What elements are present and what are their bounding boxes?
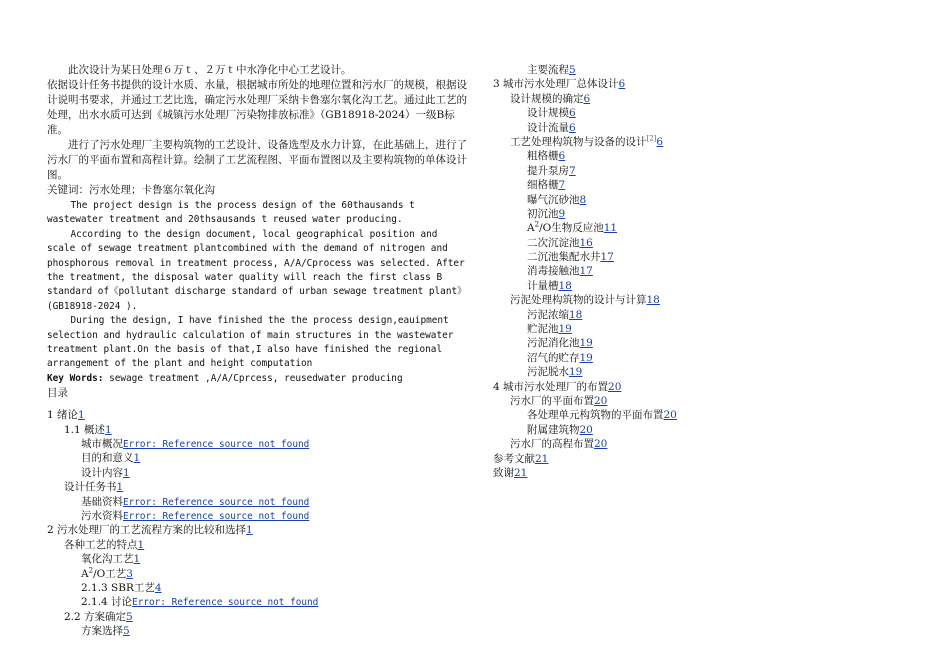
toc-entry <box>47 552 467 566</box>
toc-page-link[interactable]: 6 <box>569 121 576 134</box>
toc-entry-title: 4 城市污水处理厂的布置 <box>493 380 609 393</box>
superscript: 2 <box>534 220 540 229</box>
toc-entry <box>493 63 923 77</box>
toc-entry <box>493 121 923 135</box>
toc-entry <box>493 164 923 178</box>
toc-entry-title: 方案选择 <box>81 625 123 638</box>
keywords-label: Key Words: <box>47 372 104 384</box>
toc-page-link[interactable]: 3 <box>126 567 133 580</box>
toc-page-link[interactable]: 20 <box>579 423 593 436</box>
toc-entry <box>47 466 467 480</box>
toc-entry <box>493 279 923 293</box>
toc-page-link[interactable]: 18 <box>646 294 660 307</box>
toc-entry <box>47 624 467 638</box>
toc-entry <box>493 250 923 264</box>
toc-entry <box>493 77 923 91</box>
toc-entry-title: 曝气沉砂池 <box>527 193 580 206</box>
toc-page-link[interactable]: 1 <box>137 538 145 551</box>
toc-page-link[interactable]: 5 <box>123 625 130 638</box>
toc-page-link[interactable]: 6 <box>583 92 591 105</box>
toc-entry-title-rest: /O工艺 <box>93 567 127 580</box>
toc-entry <box>47 581 467 595</box>
toc-page-link[interactable]: 7 <box>569 164 576 177</box>
toc-page-link[interactable]: 19 <box>558 323 572 336</box>
toc-entry-title: 设计内容 <box>81 466 123 479</box>
toc-entry <box>47 437 467 451</box>
toc-entry <box>47 567 467 581</box>
citation-marker: [2] <box>646 134 657 143</box>
toc-entry-title: A <box>81 567 89 580</box>
toc-entry <box>493 236 923 250</box>
toc-entry <box>47 423 467 437</box>
toc-page-link[interactable]: 6 <box>569 107 576 120</box>
toc-entry <box>47 538 467 552</box>
abstract-cn-paragraph-1: 此次设计为某日处理６万ｔ、２万ｔ中水净化中心工艺设计。 <box>68 64 352 76</box>
toc-entry-title: 设计规模的确定 <box>510 92 584 105</box>
toc-entry <box>493 336 923 350</box>
abstract-en-paragraph-2: According to the design document, local geographical position and scale of sewage treatment plantcombined with the demand of nitrogen and phosphorous removal in treatment process, A/A/Cprocess was selected. After the treatment, the disposal water quality will reach the first class B standard of《pollutant discharge standard of urban sewage treatment plant》(GB18918-2024 ). <box>47 228 467 312</box>
broken-reference-link[interactable]: Error: Reference source not found <box>123 496 310 508</box>
toc-entry-title: 氧化沟工艺 <box>81 553 134 566</box>
toc-entry-title: 附属建筑物 <box>527 423 580 436</box>
toc-entry <box>493 264 923 278</box>
left-column <box>47 63 467 639</box>
toc-entry-title: 2.1.3 SBR工艺 <box>81 581 155 594</box>
abstract-cn-keywords: 关键词：污水处理；卡鲁塞尔氧化沟 <box>47 184 215 196</box>
toc-entry-title: 沼气的贮存 <box>527 351 580 364</box>
toc-page-link[interactable]: 20 <box>608 380 622 393</box>
toc-entry-title: A <box>527 222 535 235</box>
toc-page-link[interactable]: 11 <box>603 222 618 235</box>
keywords-text: sewage treatment ,A/A/Cprcess, reusedwater producing <box>103 372 403 384</box>
toc-entry <box>47 408 467 422</box>
toc-entry-title-rest: /O生物反应池 <box>539 222 604 235</box>
toc-entry-title: 消毒接触池 <box>527 265 580 278</box>
toc-entry-title: 1 绪论 <box>47 409 79 422</box>
toc-entry-title: 贮泥池 <box>527 323 559 336</box>
right-column <box>493 63 923 480</box>
toc-entry-title: 设计任务书 <box>64 481 117 494</box>
superscript: 2 <box>88 566 94 575</box>
toc-entry <box>493 423 923 437</box>
toc-entry-title: 2.1.4 讨论 <box>81 596 133 609</box>
toc-entry <box>47 509 467 523</box>
toc-entry-title: 细格栅 <box>527 179 559 192</box>
toc-entry <box>47 451 467 465</box>
toc-list-left <box>47 408 467 638</box>
toc-entry <box>493 221 923 235</box>
toc-page-link[interactable]: 5 <box>126 610 133 623</box>
toc-page-link[interactable]: 5 <box>569 64 576 76</box>
toc-entry-title: 粗格栅 <box>527 150 559 163</box>
toc-page-link[interactable]: 6 <box>656 135 664 148</box>
toc-entry-title: 设计规模 <box>527 107 569 120</box>
toc-page-link[interactable]: 19 <box>579 351 593 364</box>
toc-page-link[interactable]: 20 <box>663 409 677 422</box>
toc-entry-title: 二沉池集配水井 <box>527 251 601 264</box>
abstract-en-paragraph-3: During the design, I have finished the the process design,eauipment selection and hydraulic calculation of main structures in the wastewater treatment plant.On the basis of that,I also have finished the regional arrangement of the plant and height computation <box>47 315 454 370</box>
toc-page-link[interactable]: 8 <box>579 193 587 206</box>
toc-entry <box>493 365 923 379</box>
toc-entry-title: 主要流程 <box>527 64 569 76</box>
toc-entry-title: 各种工艺的特点 <box>64 538 138 551</box>
toc-entry-title: 污水厂的高程布置 <box>510 438 594 451</box>
toc-entry <box>493 437 923 451</box>
chinese-abstract <box>47 63 467 198</box>
toc-entry <box>493 452 923 466</box>
toc-entry-title: 设计流量 <box>527 121 569 134</box>
toc-entry-title: 污泥脱水 <box>527 366 569 379</box>
toc-entry <box>47 523 467 537</box>
toc-entry <box>493 322 923 336</box>
toc-page-link[interactable]: 17 <box>600 251 614 264</box>
abstract-cn-paragraph-2: 依据设计任务书提供的设计水质、水量，根据城市所处的地理位置和污水厂的规模，根据设计说明书要求，并通过工艺比选，确定污水处理厂采纳卡鲁塞尔氧化沟工艺。通过此工艺的处理，出水水质可达到《城镇污水处理厂污染物排放标准》（GB18918-2024）一级B标准。 <box>47 79 467 136</box>
toc-page-link[interactable]: 19 <box>579 337 593 350</box>
english-keywords <box>47 372 467 386</box>
toc-page-link[interactable]: 21 <box>535 452 549 465</box>
toc-entry-title: 1.1 概述 <box>64 423 106 436</box>
toc-page-link[interactable]: 18 <box>558 279 572 292</box>
broken-reference-link[interactable]: Error: Reference source not found <box>132 597 319 609</box>
toc-entry <box>493 380 923 394</box>
toc-page-link[interactable]: 7 <box>558 179 566 192</box>
broken-reference-link[interactable]: Error: Reference source not found <box>123 439 310 451</box>
toc-entry <box>493 408 923 422</box>
toc-entry-title: 工艺处理构筑物与设备的设计 <box>510 135 647 148</box>
abstract-cn-paragraph-3: 进行了污水处理厂主要构筑物的工艺设计、设备选型及水力计算，在此基础上，进行了污水厂的平面布置和高程计算。绘制了工艺流程图、平面布置图以及主要构筑物的单体设计图。 <box>47 139 467 181</box>
toc-entry-title: 各处理单元构筑物的平面布置 <box>527 409 664 422</box>
toc-page-link[interactable]: 6 <box>558 150 566 163</box>
abstract-en-paragraph-1: The project design is the process design of the 60thausands t wastewater treatment and 20thsausands t reused water producing. <box>47 200 415 226</box>
toc-entry-title: 城市概况 <box>81 438 123 451</box>
toc-title: 目录 <box>47 386 68 399</box>
toc-entry <box>493 466 923 480</box>
toc-page-link[interactable]: 17 <box>579 265 593 278</box>
toc-page-link[interactable]: 19 <box>569 366 583 379</box>
toc-entry <box>47 495 467 509</box>
toc-entry-title: 2 污水处理厂的工艺流程方案的比较和选择 <box>47 524 247 537</box>
toc-entry <box>493 193 923 207</box>
toc-page-link[interactable]: 21 <box>514 466 528 479</box>
toc-page-link[interactable]: 1 <box>133 553 141 566</box>
toc-entry-title: 计量槽 <box>527 279 559 292</box>
toc-entry-title: 二次沉淀池 <box>527 236 580 249</box>
toc-entry-title: 致谢 <box>493 466 514 479</box>
toc-entry-title: 目的和意义 <box>81 452 134 465</box>
toc-entry-title: 污水厂的平面布置 <box>510 394 594 407</box>
toc-entry <box>493 394 923 408</box>
toc-page-link[interactable]: 1 <box>116 481 124 494</box>
toc-entry-title: 初沉池 <box>527 207 559 220</box>
toc-page-link[interactable]: 1 <box>246 524 253 537</box>
english-abstract <box>47 199 467 372</box>
toc-page-link[interactable]: 1 <box>133 452 141 465</box>
toc-entry <box>47 595 467 609</box>
toc-entry-title: 污泥浓缩 <box>527 308 569 321</box>
toc-page-link[interactable]: 1 <box>123 466 130 479</box>
toc-entry-title: 基础资料 <box>81 495 123 508</box>
toc-entry <box>493 207 923 221</box>
toc-entry <box>493 92 923 106</box>
toc-entry <box>493 149 923 163</box>
toc-page-link[interactable]: 18 <box>569 308 583 321</box>
toc-page-link[interactable]: 20 <box>594 394 608 407</box>
toc-entry <box>493 308 923 322</box>
toc-entry-title: 污泥消化池 <box>527 337 580 350</box>
toc-entry-title: 提升泵房 <box>527 164 569 177</box>
toc-entry-title: 2.2 方案确定 <box>64 610 127 623</box>
broken-reference-link[interactable]: Error: Reference source not found <box>123 511 310 522</box>
toc-entry <box>493 135 923 149</box>
toc-entry <box>47 610 467 624</box>
toc-page-link[interactable]: 6 <box>618 78 626 91</box>
toc-entry-title: 污泥处理构筑物的设计与计算 <box>510 294 647 307</box>
toc-entry <box>493 351 923 365</box>
toc-entry-title: 污水资料 <box>81 510 123 522</box>
toc-entry <box>493 106 923 120</box>
toc-page-link[interactable]: 4 <box>154 581 162 594</box>
toc-entry-title: 参考文献 <box>493 452 535 465</box>
toc-entry <box>47 480 467 494</box>
toc-page-link[interactable]: 16 <box>579 236 593 249</box>
toc-page-link[interactable]: 20 <box>594 438 608 451</box>
toc-page-link[interactable]: 1 <box>105 423 112 436</box>
toc-entry-title: 3 城市污水处理厂总体设计 <box>493 78 619 91</box>
toc-entry <box>493 293 923 307</box>
toc-list-right <box>493 63 923 480</box>
toc-entry <box>493 178 923 192</box>
toc-page-link[interactable]: 1 <box>78 409 85 422</box>
toc-page-link[interactable]: 9 <box>558 207 566 220</box>
